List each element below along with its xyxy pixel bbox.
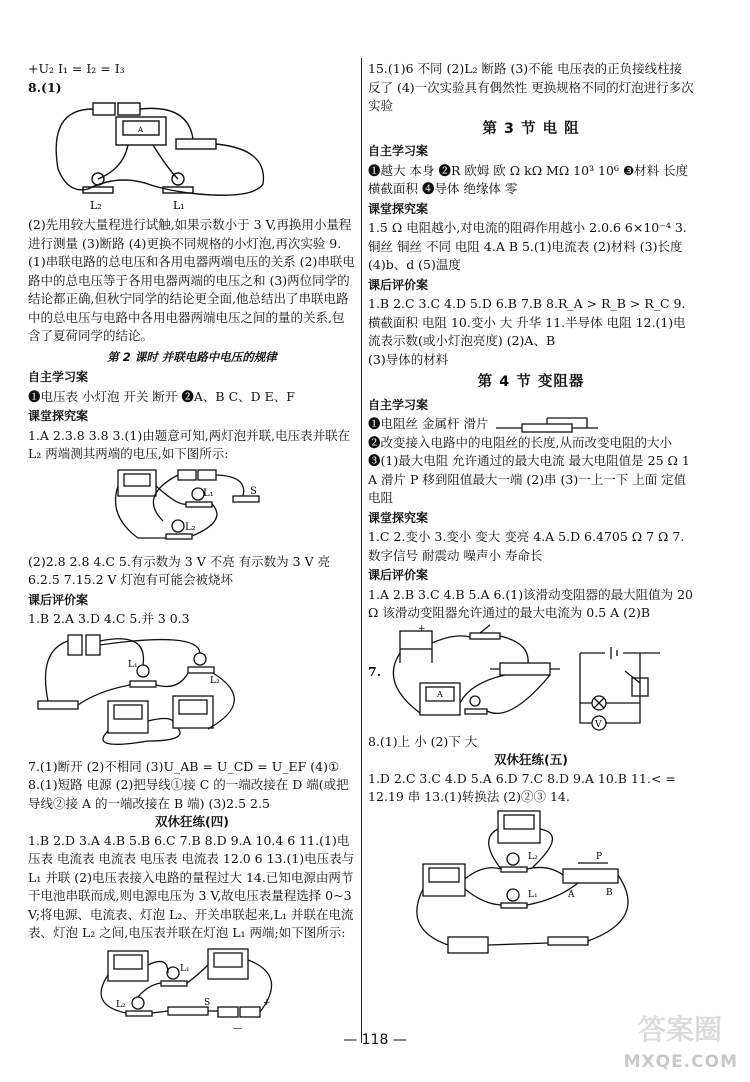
ketang-answers-1: 1.A 2.3.8 3.8 3.(1)由题意可知,两灯泡并联,电压表并联在 L₂ 两端测其两端的电压,如下图所示: (28, 427, 351, 461)
circuit-figure-4 (28, 945, 328, 1035)
left-column (28, 60, 356, 1037)
weekend-drill-4-answers: 1.B 2.D 3.A 4.B 5.B 6.C 7.B 8.D 9.A 10.4 6 11.(1)电压表 电流表 电流表 电压表 电流表 12.0 6 13.(1)电压表与 L₁ 并联 (2)电压表接入电路的量程过大 14.已知电源由两节干电池串联而成,则电源电压为 3 V,故电压表量程选择 0~3 V;将电源、电流表、灯泡 L₂、开关串联起来,L₁ 并联在电流表、灯泡 L₂ 之间,电压表并联在灯泡 L₁ 两端;如下图所示: (28, 832, 355, 940)
ketang3-answers: 1.5 Ω 电阻越小,对电流的阻碍作用越小 2.0.6 6×10⁻⁴ 3.铜丝 铜丝 不同 电阻 4.A B 5.(1)电流表 (2)材料 (3)长度 (4)b、d (5)温度 (368, 220, 687, 272)
zizhu4-text: ❶电阻丝 金属杆 滑片 (368, 416, 489, 431)
heading-kehou-3: 课后评价案 (368, 277, 429, 292)
ketang4-answers: 1.C 2.变小 3.变小 变大 变亮 4.A 5.D 6.4705 Ω 7 Ω 7.数字信号 耐震动 噪声小 寿命长 (368, 529, 685, 563)
watermark-site: MXQE.COM (623, 1052, 738, 1072)
heading-zizhu-4: 自主学习案 (368, 397, 429, 412)
fig6-label-l1: L₁ (528, 889, 538, 900)
zizhu4-answers-a (368, 415, 694, 434)
zizhu4-answers-b: ❷改变接入电路中的电阻丝的长度,从而改变电阻的大小 ❸(1)最大电阻 允许通过的最大电流 最大电阻值是 25 Ω 1 A 滑片 P 移到阻值最大一端 (2)串 (3)一上一下 上面 定值电阻 (368, 434, 690, 505)
q8-right-answers: 8.(1)上 小 (2)下 大 (368, 733, 478, 749)
fig6-label-b: B (606, 887, 613, 898)
fig2-label-l1: L₁ (203, 487, 214, 499)
top-formula: +U₂ I₁ = I₂ = I₃ (28, 61, 125, 76)
fig6-label-a: A (568, 889, 575, 900)
fig3-label-l1: L₁ (128, 659, 138, 670)
rheostat-symbol (492, 416, 602, 434)
q8-answer: (2)先用较大量程进行试触,如果示数小于 3 V,再换用小量程进行测量 (3)断路 (4)更换不同规格的小灯泡,再次实验 9.(1)串联电路的总电压和各用电器两端电压的关系 (2)串联电路中的总电压等于各用电器两端的电压之和 (3)两位同学的结论都正确,但秋宁同学的结论更全面,他总结出了串联电路中的总电压与电路中各用电器两端电压之间的量的关系,包含了夏荷同学的结论。 (28, 217, 355, 343)
circuit-figure-3 (28, 631, 328, 756)
fig1-label-l2: L₂ (90, 199, 102, 212)
kehou-answers-2: 7.(1)断开 (2)不相同 (3)U_AB = U_CD = U_EF (4)① (28, 758, 340, 774)
weekend-drill-4-title: 双休狂练(四) (155, 814, 229, 829)
ketang-answers-2: (2)2.8 2.8 4.C 5.有示数为 3 V 不亮 有示数为 3 V 亮 6.2.5 7.15.2 V 灯泡有可能会被烧坏 (28, 553, 331, 587)
section4-title: 第 4 节 变阻器 (477, 374, 585, 390)
page-number: — 118 — (343, 1032, 407, 1048)
weekend-drill-5-answers: 1.D 2.C 3.C 4.D 5.A 6.D 7.C 8.D 9.A 10.B 11.< = 12.19 串 13.(1)转换法 (2)②③ 14. (368, 770, 676, 804)
kehou3-answers: 1.B 2.C 3.C 4.D 5.D 6.B 7.B 8.R_A > R_B > R_C 9.横截面积 电阻 10.变小 大 升华 11.半导体 电阻 12.(1)电流表示数(或小灯泡亮度) (2)A、B (368, 296, 686, 348)
fig2-label-l2: L₂ (185, 521, 196, 533)
fig5-voltmeter-label: V (595, 719, 602, 730)
kehou4-answers: 1.A 2.B 3.C 4.B 5.A 6.(1)该滑动变阻器的最大阻值为 20 Ω 该滑动变阻器允许通过的最大电流为 0.5 A (2)B (368, 586, 694, 620)
circuit-figure-5 (380, 623, 680, 733)
q8-label: 8.(1) (28, 79, 62, 95)
heading-kehou-4: 课后评价案 (368, 568, 429, 582)
right-column (368, 60, 694, 966)
zizhu3-answers: ❶越大 本身 ❷R 欧姆 欧 Ω kΩ MΩ 10³ 10⁶ ❸材料 长度 横截面积 ❹导体 绝缘体 零 (368, 162, 689, 196)
section3-title: 第 3 节 电 阻 (482, 120, 580, 137)
fig4-label-l1: L₁ (180, 963, 190, 974)
fig6-label-l2: L₂ (528, 851, 538, 862)
heading-kehou: 课后评价案 (28, 592, 89, 607)
fig4-label-plus: + (263, 997, 271, 1008)
fig3-label-l2: L₂ (210, 675, 220, 686)
circuit-figure-6 (368, 809, 668, 964)
kehou3-answers-b: (3)导体的材料 (368, 351, 449, 367)
kehou-answers-3: 8.(1)短路 电源 (2)把导线①接 C 的一端改接在 D 端(或把导线②接 A 的一端改接在 B 端) (3)2.5 2.5 (28, 777, 349, 811)
heading-ketang-4: 课堂探究案 (368, 510, 429, 525)
fig4-label-s: S (204, 997, 211, 1008)
heading-ketang: 课堂探究案 (28, 409, 89, 423)
fig4-label-l2: L₂ (116, 999, 126, 1010)
circuit-figure-1 (28, 99, 328, 214)
fig5-ammeter-label: A (437, 689, 443, 699)
zizhu-answers: ❶电压表 小灯泡 开关 断开 ❷A、B C、D E、F (28, 388, 295, 404)
q7-label: 7. (368, 663, 382, 679)
fig6-label-p: P (596, 851, 603, 862)
kehou-answers-1: 1.B 2.A 3.D 4.C 5.并 3 0.3 (28, 611, 190, 626)
q15-answer: 15.(1)6 不同 (2)L₂ 断路 (3)不能 电压表的正负接线柱接反了 (4)一次实验具有偶然性 更换规格不同的灯泡进行多次实验 (368, 61, 694, 113)
lesson2-title: 第 2 课时 并联电路中电压的规律 (107, 349, 277, 364)
ammeter-glyph: A (138, 126, 144, 134)
q7-figure-row (368, 623, 694, 733)
watermark-logo: 答案圈 (637, 1013, 722, 1046)
fig2-label-s: S (250, 485, 257, 497)
fig5-label-plus: + (418, 623, 426, 634)
heading-ketang-3: 课堂探究案 (368, 201, 429, 216)
heading-zizhu: 自主学习案 (28, 370, 89, 384)
fig4-label-minus: — (233, 1023, 242, 1034)
fig1-label-l1: L₁ (173, 199, 185, 212)
column-divider (361, 58, 362, 1043)
weekend-drill-5-title: 双休狂练(五) (494, 752, 568, 767)
heading-zizhu-3: 自主学习案 (368, 144, 429, 158)
circuit-figure-2 (28, 466, 328, 551)
